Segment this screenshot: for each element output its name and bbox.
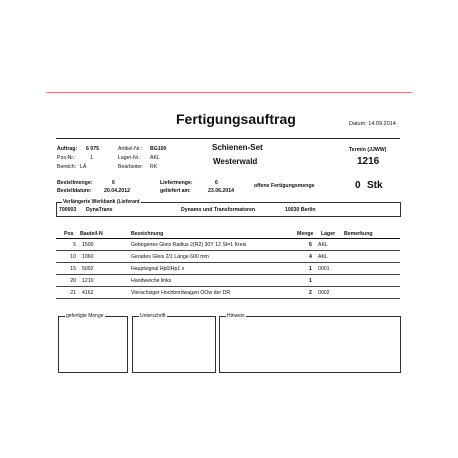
table-row-pos: 21 xyxy=(70,290,76,296)
table-row-bezeichnung: Hauptsignal Hp0/Hp1 x xyxy=(131,266,185,272)
table-row-menge: 1 xyxy=(309,266,312,272)
signature-box[interactable] xyxy=(132,313,216,373)
bearbeiter-label: Bearbeiter: xyxy=(118,164,144,170)
table-row-lager: AKL xyxy=(318,242,328,248)
offene-menge-label: offene Fertigungsmenge xyxy=(254,183,315,189)
supplier-city: 10030 Berlin xyxy=(285,207,316,213)
lager-value: AKL xyxy=(150,155,160,161)
produced-quantity-box[interactable] xyxy=(58,313,128,373)
supplier-legend: Verlängerte Werkbank (Lieferant xyxy=(63,199,140,205)
auftrag-label: Auftrag: xyxy=(57,146,78,152)
col-header-lager: Lager xyxy=(321,231,336,237)
product-series: Westerwald xyxy=(213,157,258,166)
termin-value: 1216 xyxy=(357,156,380,167)
bestelldatum-value: 20.04.2012 xyxy=(104,188,130,194)
bearbeiter-value: RK xyxy=(150,164,158,170)
table-row-bauteil: 5092 xyxy=(82,266,94,272)
col-header-bezeichnung: Bezeichnung xyxy=(131,231,164,237)
termin-label: Termin (JJWW) xyxy=(349,147,387,153)
table-row-menge: 6 xyxy=(309,242,312,248)
table-row-menge: 2 xyxy=(309,290,312,296)
table-row-lager: AKL xyxy=(318,254,328,260)
header-divider-line xyxy=(46,92,412,93)
bestelldatum-label: Bestelldatum: xyxy=(57,188,92,194)
table-row-bezeichnung: Vierachsiger Hochbordwagen OOw der DR xyxy=(131,290,231,296)
table-row-divider xyxy=(56,250,400,251)
table-row-bezeichnung: Handweiche links xyxy=(131,278,172,284)
table-row-bauteil: 1500 xyxy=(82,242,94,248)
pos-label: Pos-Nr.: xyxy=(57,155,76,161)
col-header-bauteil: Bauteil-N xyxy=(80,231,103,237)
bestellmenge-value: 6 xyxy=(112,180,115,186)
artikel-value: BG100 xyxy=(150,146,167,152)
table-row-bezeichnung: Gerades Gleis 2/1 Länge 600 mm xyxy=(131,254,209,260)
lager-label: Lager-Nr.: xyxy=(118,155,142,161)
signature-legend: Unterschrift xyxy=(140,313,166,319)
notes-box[interactable] xyxy=(219,313,401,373)
table-row-divider xyxy=(56,274,400,275)
table-row-menge: 1 xyxy=(309,278,312,284)
bereich-label: Bereich: xyxy=(57,164,77,170)
bestellmenge-label: Bestellmenge: xyxy=(57,180,93,186)
artikel-label: Artikel-Nr.: xyxy=(118,146,143,152)
supplier-box xyxy=(56,199,401,217)
table-row-bauteil: 1210 xyxy=(82,278,94,284)
table-row-divider xyxy=(56,298,400,299)
table-row-pos: 15 xyxy=(70,266,76,272)
col-header-pos: Pos xyxy=(64,231,74,237)
pos-value: 1 xyxy=(90,155,93,161)
col-header-menge: Menge xyxy=(297,231,314,237)
geliefert-value: 23.06.2014 xyxy=(208,188,234,194)
bereich-value: LÄ xyxy=(80,164,87,170)
table-row-pos: 5 xyxy=(73,242,76,248)
table-row-menge: 4 xyxy=(309,254,312,260)
document-title: Fertigungsauftrag xyxy=(176,111,296,127)
auftrag-value: 6 075 xyxy=(86,146,99,152)
offene-menge-value: 0 xyxy=(355,180,361,191)
liefermenge-label: Liefermenge: xyxy=(160,180,193,186)
title-rule xyxy=(56,138,400,139)
product-name: Schienen-Set xyxy=(212,143,263,152)
table-row-lager: 0001 xyxy=(318,266,330,272)
notes-legend: Hinweis xyxy=(227,313,245,319)
table-row-pos: 20 xyxy=(70,278,76,284)
geliefert-label: geliefert am: xyxy=(160,188,191,194)
table-row-bezeichnung: Gebogenes Gleis Radius 2(R2) 30Y 12 St=1 Kreis xyxy=(131,242,247,248)
col-header-bemerkung: Bemerkung xyxy=(344,231,373,237)
offene-menge-unit: Stk xyxy=(367,180,383,191)
document-date: Datum: 14.09.2014 xyxy=(349,121,396,127)
supplier-number: 700003 xyxy=(59,207,77,213)
table-header-rule xyxy=(56,238,400,239)
supplier-name: Dynamo und Transformatoren xyxy=(181,207,256,213)
table-row-lager: 0002 xyxy=(318,290,330,296)
table-row-pos: 10 xyxy=(70,254,76,260)
liefermenge-value: 6 xyxy=(215,180,218,186)
produced-quantity-legend: gefertigte Menge xyxy=(66,313,104,319)
table-row-divider xyxy=(56,262,400,263)
table-row-bauteil: 4162 xyxy=(82,290,94,296)
supplier-short: DynaTrans xyxy=(86,207,113,213)
table-row-divider xyxy=(56,286,400,287)
table-row-bauteil: 1060 xyxy=(82,254,94,260)
